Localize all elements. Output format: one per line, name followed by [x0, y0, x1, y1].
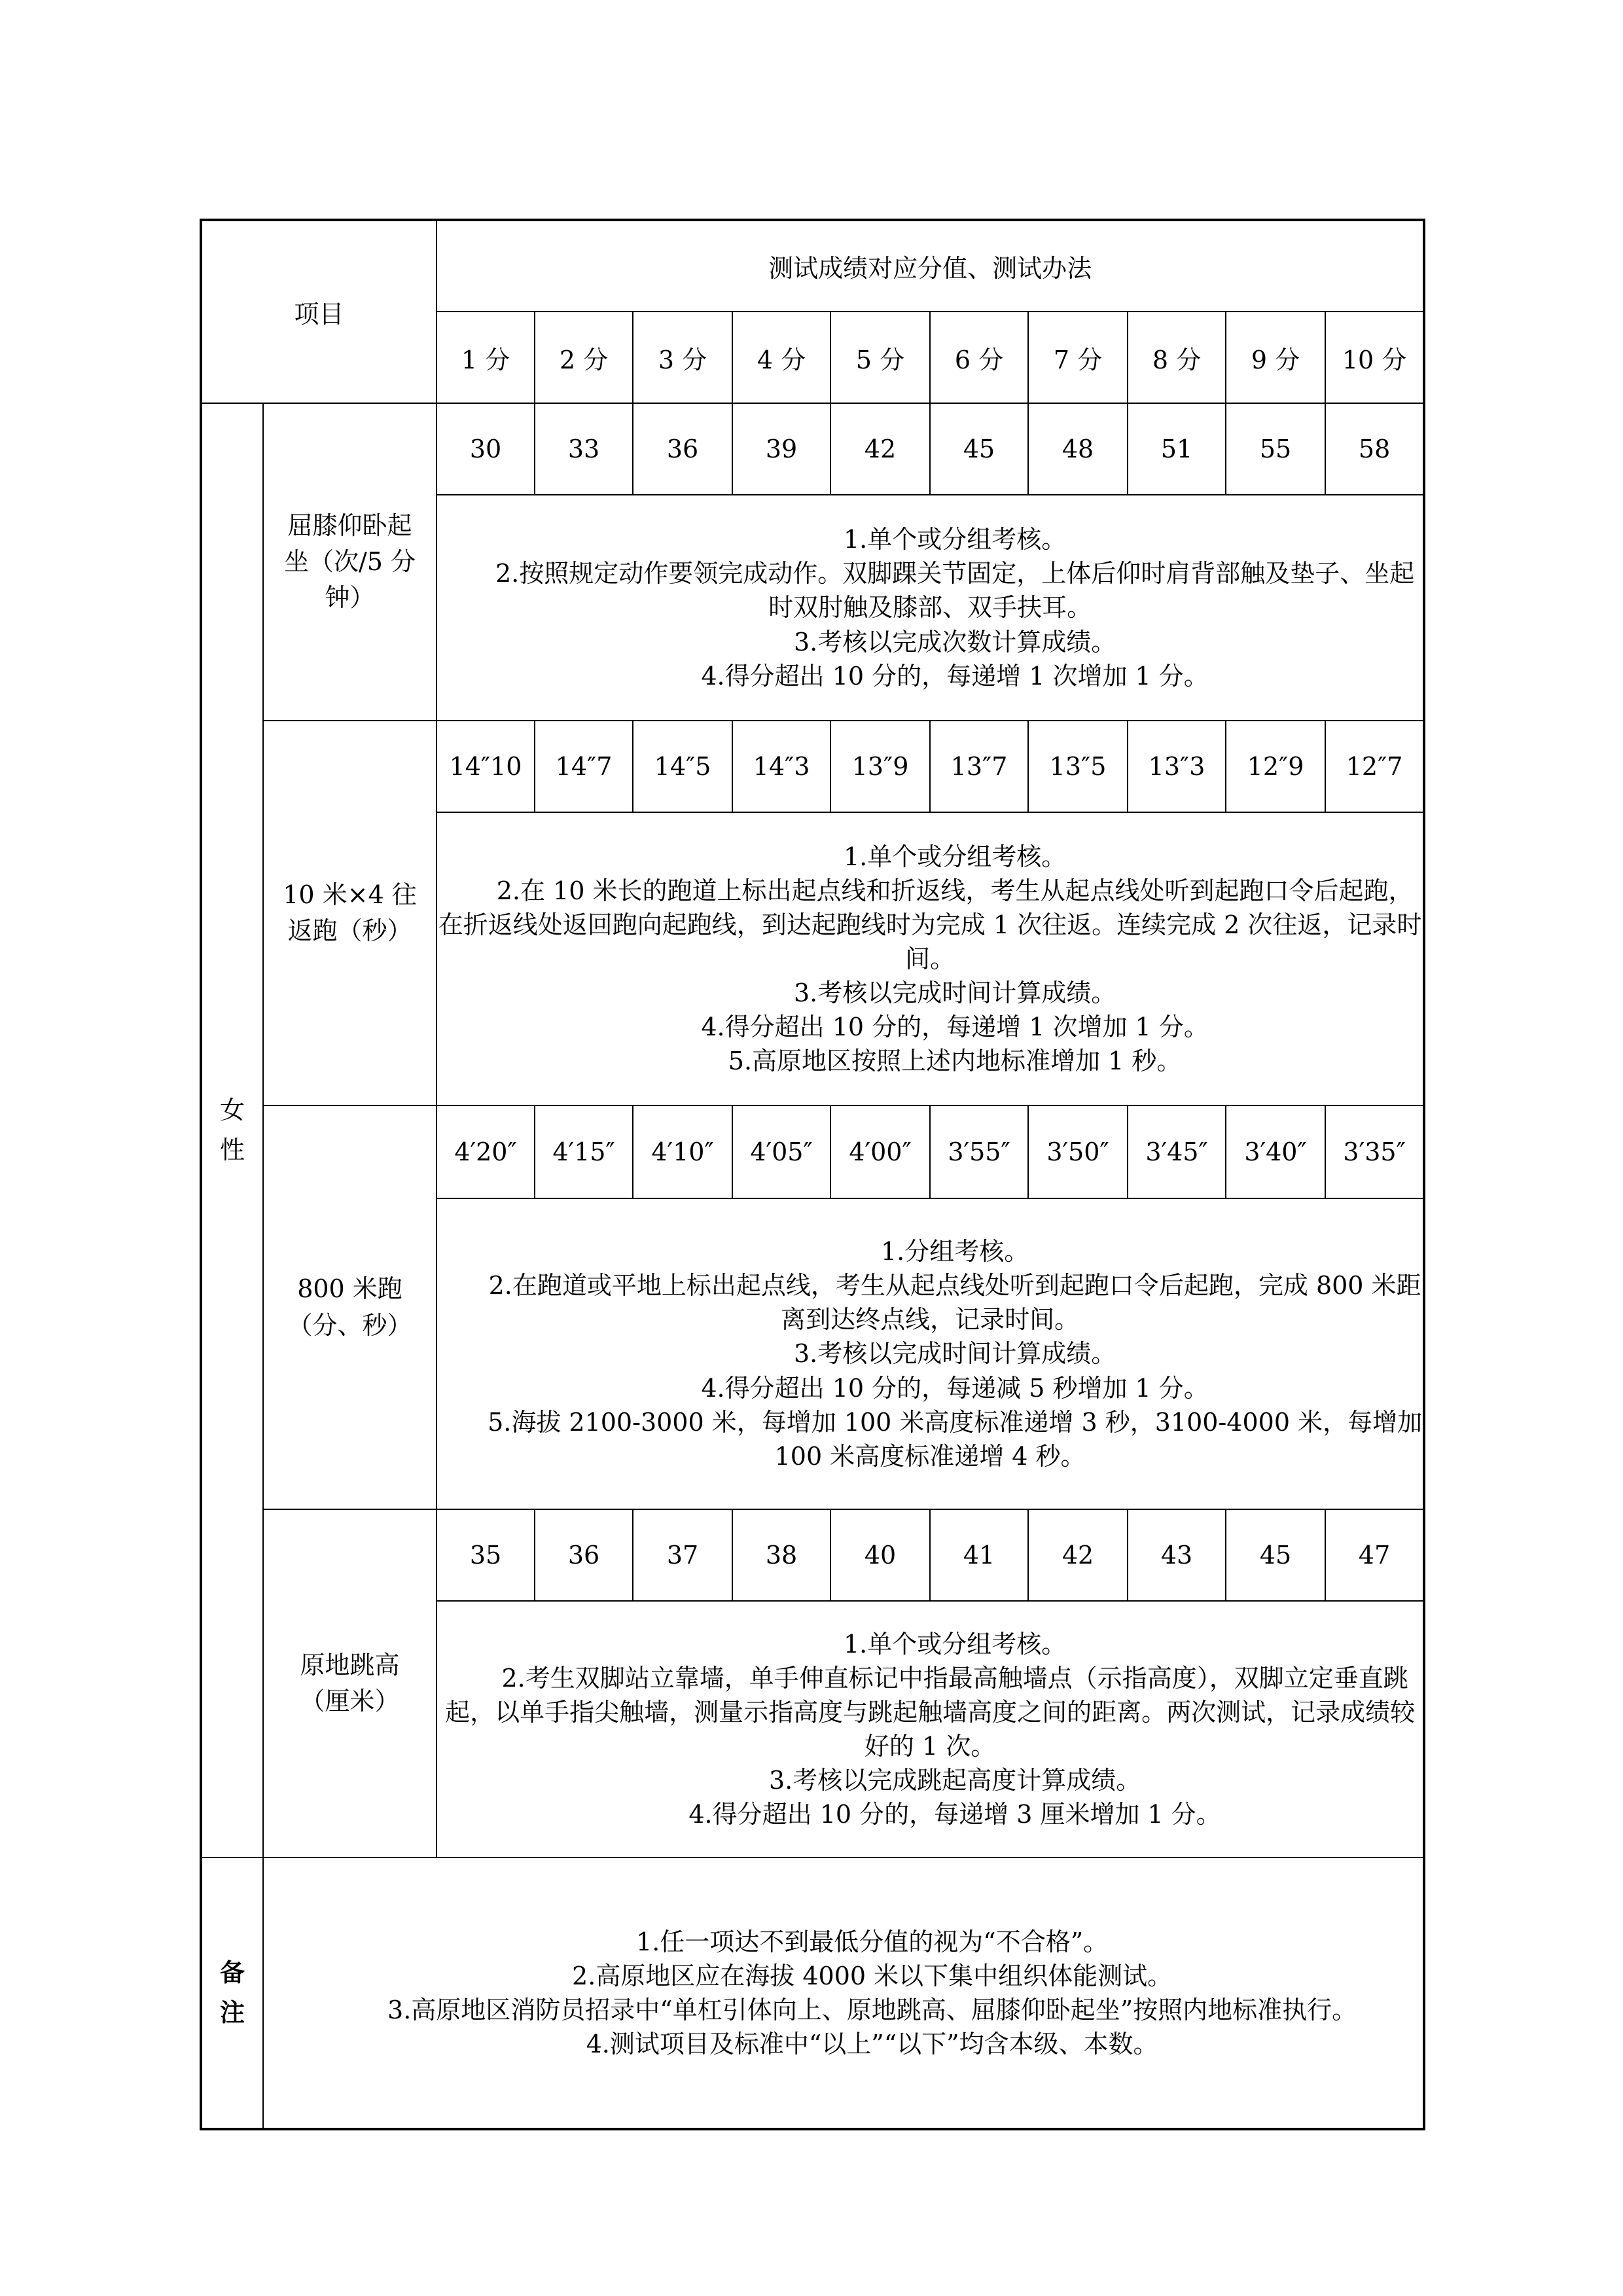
score-header: 2 分	[535, 312, 633, 403]
item-label-standing-jump: 原地跳高 （厘米）	[263, 1509, 437, 1857]
score-value: 38	[732, 1509, 830, 1601]
score-value: 13″3	[1128, 721, 1226, 812]
score-value: 4′10″	[633, 1105, 732, 1198]
score-value: 41	[930, 1509, 1028, 1601]
item-label-800m-run: 800 米跑 （分、秒）	[263, 1105, 437, 1509]
score-value: 36	[535, 1509, 633, 1601]
remarks-content: 1.任一项达不到最低分值的视为“不合格”。 2.高原地区应在海拔 4000 米以下集中组织体能测试。 3.高原地区消防员招录中“单杠引体向上、原地跳高、屈膝仰卧起坐”按照内地标准执行。 4.测试项目及标准中“以上”“以下”均含本级、本数。	[263, 1857, 1424, 2129]
remarks-label: 备 注	[201, 1857, 263, 2129]
score-value: 4′00″	[830, 1105, 930, 1198]
score-value: 42	[830, 403, 930, 495]
score-value: 3′45″	[1128, 1105, 1226, 1198]
score-header: 1 分	[437, 312, 535, 403]
score-value: 14″7	[535, 721, 633, 812]
score-value: 14″5	[633, 721, 732, 812]
score-value: 3′50″	[1028, 1105, 1128, 1198]
item-label-situps: 屈膝仰卧起 坐（次/5 分 钟）	[263, 403, 437, 721]
score-header: 7 分	[1028, 312, 1128, 403]
score-value: 4′05″	[732, 1105, 830, 1198]
header-item-label: 项目	[201, 220, 437, 403]
score-value: 14″3	[732, 721, 830, 812]
score-header: 10 分	[1325, 312, 1424, 403]
score-header: 3 分	[633, 312, 732, 403]
score-header: 4 分	[732, 312, 830, 403]
score-value: 14″10	[437, 721, 535, 812]
score-value: 40	[830, 1509, 930, 1601]
score-value: 13″7	[930, 721, 1028, 812]
method-800m-run: 1.分组考核。 2.在跑道或平地上标出起点线，考生从起点线处听到起跑口令后起跑，完成 800 米距离到达终点线，记录时间。 3.考核以完成时间计算成绩。 4.得分超出 10 分的，每递减 5 秒增加 1 分。 5.海拔 2100-3000 米，每增加 100 米高度标准递增 3 秒，3100-4000 米，每增加 100 米高度标准递增 4 秒。	[437, 1198, 1424, 1509]
method-standing-jump: 1.单个或分组考核。 2.考生双脚站立靠墙，单手伸直标记中指最高触墙点（示指高度），双脚立定垂直跳起，以单手指尖触墙，测量示指高度与跳起触墙高度之间的距离。两次测试，记录成绩较好的 1 次。 3.考核以完成跳起高度计算成绩。 4.得分超出 10 分的，每递增 3 厘米增加 1 分。	[437, 1601, 1424, 1857]
score-value: 3′35″	[1325, 1105, 1424, 1198]
method-shuttle-run: 1.单个或分组考核。 2.在 10 米长的跑道上标出起点线和折返线，考生从起点线处听到起跑口令后起跑，在折返线处返回跑向起跑线，到达起跑线时为完成 1 次往返。连续完成 2 次往返，记录时间。 3.考核以完成时间计算成绩。 4.得分超出 10 分的，每递增 1 次增加 1 分。 5.高原地区按照上述内地标准增加 1 秒。	[437, 812, 1424, 1105]
score-value: 37	[633, 1509, 732, 1601]
score-header: 9 分	[1226, 312, 1325, 403]
score-header: 5 分	[830, 312, 930, 403]
score-value: 47	[1325, 1509, 1424, 1601]
score-value: 43	[1128, 1509, 1226, 1601]
score-value: 48	[1028, 403, 1128, 495]
score-value: 55	[1226, 403, 1325, 495]
score-value: 33	[535, 403, 633, 495]
fitness-standards-table	[200, 219, 1425, 2130]
score-value: 3′40″	[1226, 1105, 1325, 1198]
score-value: 51	[1128, 403, 1226, 495]
item-label-shuttle-run: 10 米×4 往 返跑（秒）	[263, 721, 437, 1105]
score-header: 8 分	[1128, 312, 1226, 403]
score-value: 13″9	[830, 721, 930, 812]
score-value: 13″5	[1028, 721, 1128, 812]
score-value: 4′15″	[535, 1105, 633, 1198]
gender-label: 女 性	[201, 403, 263, 1857]
score-value: 45	[930, 403, 1028, 495]
score-value: 3′55″	[930, 1105, 1028, 1198]
score-value: 39	[732, 403, 830, 495]
score-value: 30	[437, 403, 535, 495]
score-value: 58	[1325, 403, 1424, 495]
score-header: 6 分	[930, 312, 1028, 403]
score-value: 12″7	[1325, 721, 1424, 812]
score-value: 36	[633, 403, 732, 495]
score-value: 35	[437, 1509, 535, 1601]
header-title: 测试成绩对应分值、测试办法	[437, 220, 1424, 312]
score-value: 4′20″	[437, 1105, 535, 1198]
score-value: 42	[1028, 1509, 1128, 1601]
score-value: 12″9	[1226, 721, 1325, 812]
method-situps: 1.单个或分组考核。 2.按照规定动作要领完成动作。双脚踝关节固定，上体后仰时肩背部触及垫子、坐起时双肘触及膝部、双手扶耳。 3.考核以完成次数计算成绩。 4.得分超出 10 分的，每递增 1 次增加 1 分。	[437, 495, 1424, 721]
score-value: 45	[1226, 1509, 1325, 1601]
